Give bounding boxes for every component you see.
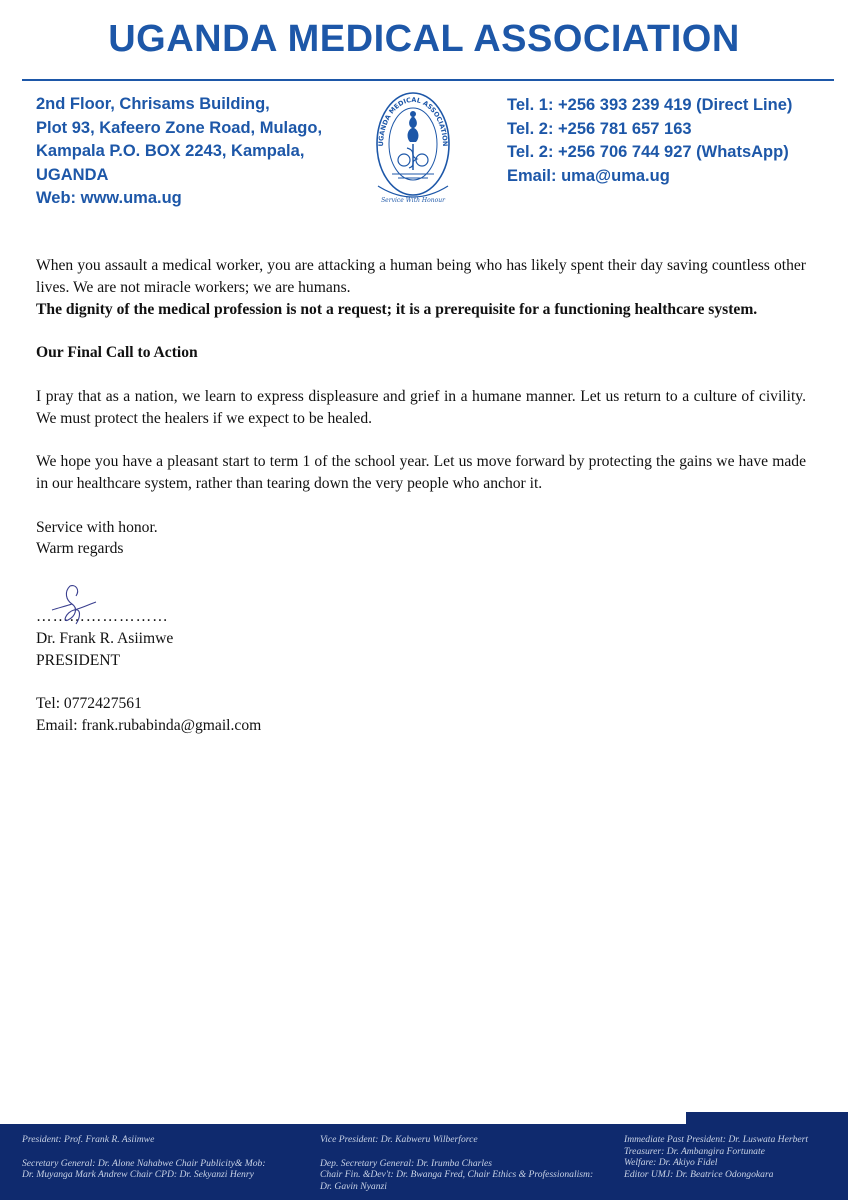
address-line: UGANDA <box>36 165 109 184</box>
letter-body <box>36 255 806 737</box>
contact-block <box>507 94 792 188</box>
footer-line: Chair Fin. &Dev't: Dr. Bwanga Fred, Chair Ethics & Professionalism: <box>320 1169 594 1180</box>
signatory-email: Email: frank.rubabinda@gmail.com <box>36 717 262 735</box>
website-line: Web: www.uma.ug <box>36 189 182 207</box>
address-line: Plot 93, Kafeero Zone Road, Mulago, <box>36 118 323 137</box>
address-line: 2nd Floor, Chrisams Building, <box>36 95 270 113</box>
footer-band <box>0 1110 848 1200</box>
phone-line: Tel. 2: +256 781 657 163 <box>507 119 692 138</box>
footer-line: Dep. Secretary General: Dr. Irumba Charles <box>320 1157 493 1169</box>
footer-column-officers <box>22 1134 266 1181</box>
footer-line: President: Prof. Frank R. Asiimwe <box>22 1134 155 1145</box>
footer-line: Dr. Muyanga Mark Andrew Chair CPD: Dr. Sekyanzi Henry <box>22 1169 254 1180</box>
handwritten-signature <box>36 582 106 628</box>
signatory-name: Dr. Frank R. Asiimwe <box>36 629 174 647</box>
paragraph: I pray that as a nation, we learn to express displeasure and grief in a humane manner. Let us return to a culture of civility. We must protect the healers if we expect to be healed. <box>36 387 806 427</box>
closing-line: Service with honor. <box>36 518 158 536</box>
signatory-phone: Tel: 0772427561 <box>36 695 142 713</box>
header-divider <box>22 79 834 81</box>
logo-ring-text: UGANDA MEDICAL ASSOCIATION <box>376 95 450 147</box>
phone-line: Tel. 2: +256 706 744 927 (WhatsApp) <box>507 143 789 161</box>
section-heading: Our Final Call to Action <box>36 344 198 362</box>
email-line: Email: uma@uma.ug <box>507 166 670 185</box>
footer-column-vice <box>320 1134 593 1192</box>
closing-line: Warm regards <box>36 540 124 558</box>
association-logo <box>372 86 454 212</box>
footer-line: Editor UMJ: Dr. Beatrice Odongokara <box>624 1168 774 1180</box>
footer-line: Vice President: Dr. Kabweru Wilberforce <box>320 1134 478 1145</box>
paragraph: When you assault a medical worker, you are attacking a human being who has likely spent their day saving countless other lives. We are not miracle workers; we are humans. <box>36 257 806 296</box>
footer-line: Secretary General: Dr. Alone Nahabwe Chair Publicity& Mob: <box>22 1157 266 1169</box>
footer-line: Immediate Past President: Dr. Luswata Herbert <box>624 1134 809 1145</box>
address-line: Kampala P.O. BOX 2243, Kampala, <box>36 142 305 160</box>
footer-column-past <box>624 1134 808 1180</box>
signature-dots: …………………… <box>36 608 169 626</box>
organization-name: UGANDA MEDICAL ASSOCIATION <box>108 18 740 60</box>
logo-emblem-icon <box>372 86 454 212</box>
address-block <box>36 93 322 211</box>
phone-line: Tel. 1: +256 393 239 419 (Direct Line) <box>507 96 793 114</box>
bold-statement: The dignity of the medical profession is not a request; it is a prerequisite for a functioning healthcare system. <box>36 300 758 318</box>
footer-line: Welfare: Dr. Akiyo Fidel <box>624 1157 718 1168</box>
logo-motto: Service With Honour <box>381 197 445 204</box>
paragraph: We hope you have a pleasant start to term 1 of the school year. Let us move forward by protecting the gains we have made in our healthcare system, rather than tearing down the very people who anchor it. <box>36 453 806 492</box>
footer-line: Treasurer: Dr. Ambangira Fortunate <box>624 1145 765 1157</box>
signatory-title: PRESIDENT <box>36 651 121 669</box>
footer-line: Dr. Gavin Nyanzi <box>320 1180 387 1192</box>
